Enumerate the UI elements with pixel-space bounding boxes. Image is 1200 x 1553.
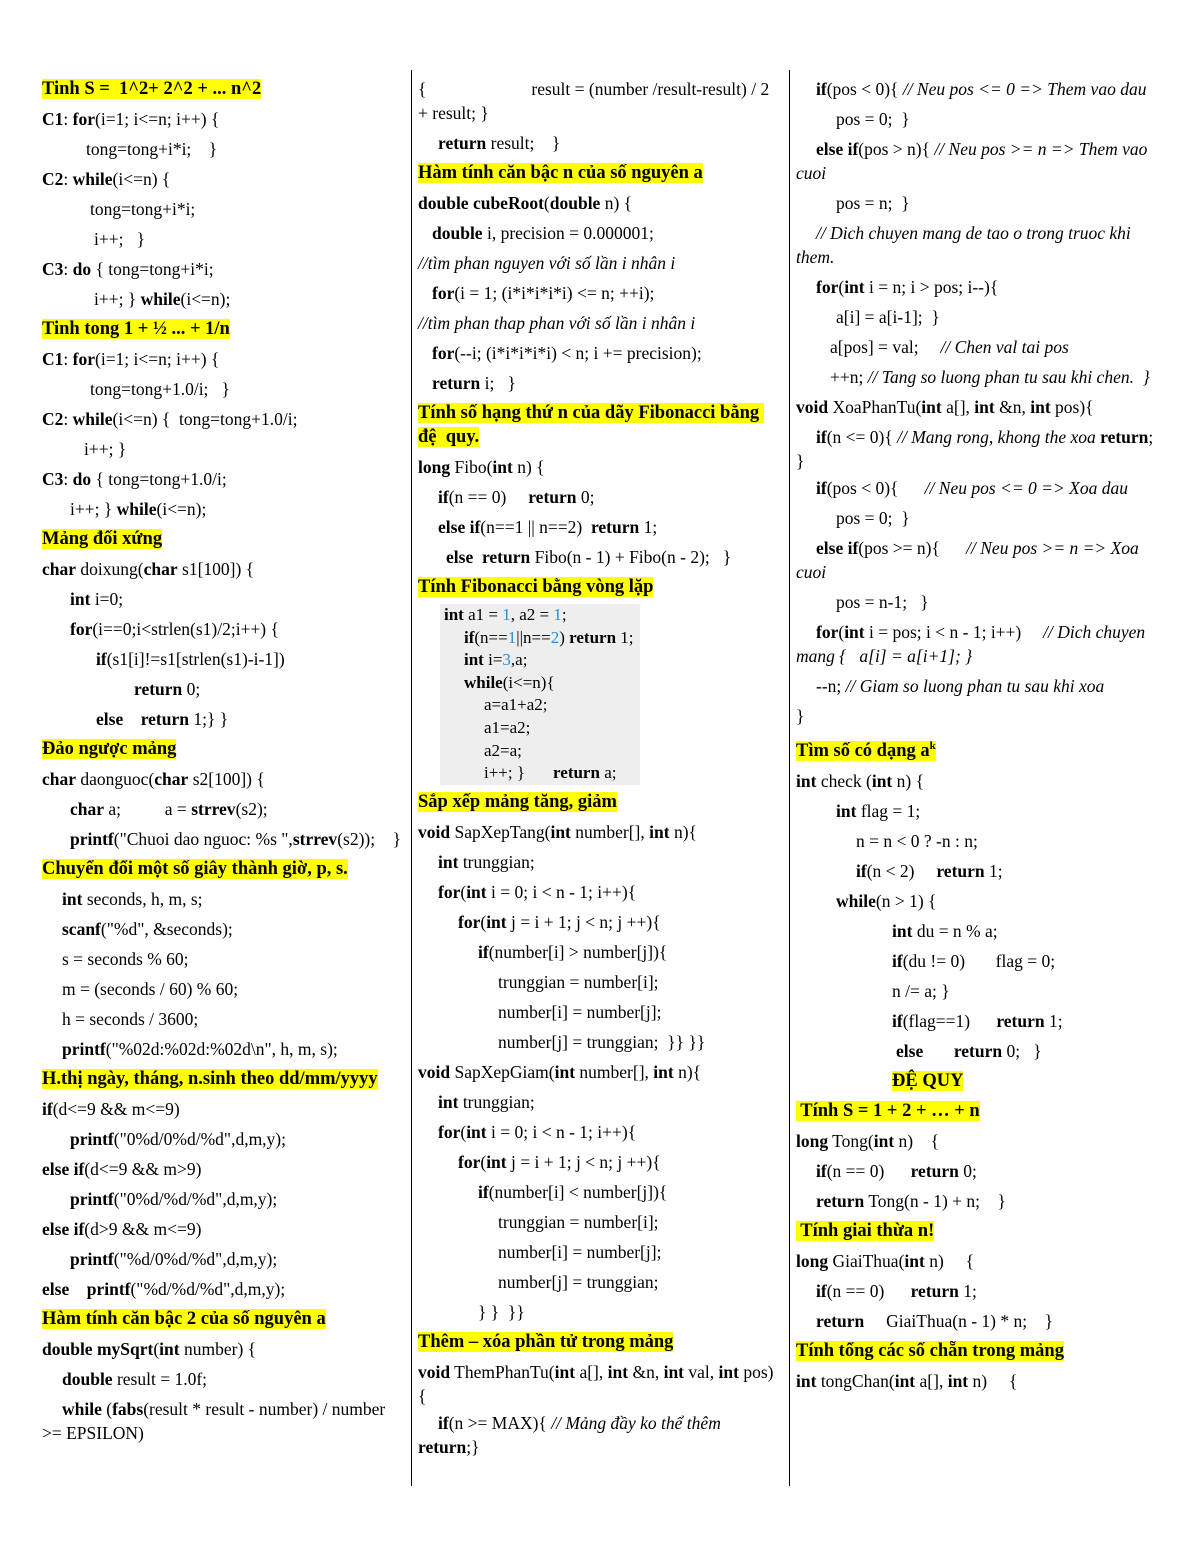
code-line: int flag = 1; bbox=[836, 801, 921, 822]
code-line: return Tong(n - 1) + n; } bbox=[816, 1191, 1006, 1212]
code-line: i++; } bbox=[94, 229, 145, 249]
code-line: a1=a2; bbox=[484, 717, 531, 737]
column-3 bbox=[796, 74, 1158, 1396]
code-line: if(n == 0) return 0; bbox=[816, 1161, 977, 1182]
code-line: if(flag==1) return 1; bbox=[892, 1011, 1063, 1032]
code-line: int i=0; bbox=[70, 589, 124, 609]
heading-text: Tìm số có dạng a bbox=[796, 741, 930, 762]
code-line bbox=[444, 762, 634, 785]
code-line: while(n > 1) { bbox=[836, 891, 937, 912]
heading-fibonacci-recursive: Tính số hạng thứ n của dãy Fibonacci bằng đệ quy. bbox=[418, 403, 764, 447]
code-line: if(n == 0) return 1; bbox=[816, 1281, 977, 1302]
column-divider-left bbox=[411, 70, 412, 1486]
code-line: n /= a; } bbox=[892, 981, 950, 1002]
code-line: for(int i = pos; i < n - 1; i++) // Dich chuyen mang { a[i] = a[i+1]; } bbox=[796, 622, 1150, 666]
code-line: double cubeRoot(double n) { bbox=[418, 193, 633, 213]
code-line: int du = n % a; bbox=[892, 921, 998, 942]
code-line: long Fibo(int n) { bbox=[418, 457, 545, 477]
heading-sort-array: Sắp xếp mảng tăng, giảm bbox=[418, 792, 617, 813]
code-line: return GiaiThua(n - 1) * n; } bbox=[816, 1311, 1053, 1332]
code-line: printf("0%d/0%d/%d",d,m,y); bbox=[70, 1129, 286, 1149]
code-line: C1: for(i=1; i<=n; i++) { bbox=[42, 109, 220, 129]
heading-date-format: H.thị ngày, tháng, n.sinh theo dd/mm/yyyy bbox=[42, 1069, 378, 1089]
code-line: int check (int n) { bbox=[796, 771, 924, 792]
code-line: for(int i = 0; i < n - 1; i++){ bbox=[438, 882, 637, 903]
code-line: double mySqrt(int number) { bbox=[42, 1339, 257, 1359]
code-line: a[pos] = val; // Chen val tai pos bbox=[830, 337, 1069, 357]
code-line: for(--i; (i*i*i*i*i) < n; i += precision); bbox=[432, 343, 702, 363]
code-line: } } }} bbox=[478, 1302, 525, 1323]
code-line: number[j] = trunggian; bbox=[498, 1272, 659, 1293]
code-line: double result = 1.0f; bbox=[62, 1369, 208, 1389]
code-line: { result = (number /result-result) / 2 + result; } bbox=[418, 79, 774, 123]
code-line: i++; } while(i<=n); bbox=[94, 289, 231, 309]
code-line: m = (seconds / 60) % 60; bbox=[62, 979, 239, 999]
code-line: void SapXepGiam(int number[], int n){ bbox=[418, 1062, 702, 1083]
code-line: if(n < 2) return 1; bbox=[856, 861, 1003, 882]
code-line: number[i] = number[j]; bbox=[498, 1002, 662, 1023]
code-line: a=a1+a2; bbox=[484, 695, 548, 715]
code-line: char doixung(char s1[100]) { bbox=[42, 559, 255, 579]
code-line: if(du != 0) flag = 0; bbox=[892, 951, 1056, 972]
code-line: a[i] = a[i-1]; } bbox=[836, 307, 940, 327]
code-line: char a; a = strrev(s2); bbox=[70, 799, 268, 819]
code-line: tong=tong+1.0/i; } bbox=[90, 379, 230, 399]
code-line: else if(d>9 && m<=9) bbox=[42, 1219, 202, 1239]
heading-reverse-array: Đảo ngược mảng bbox=[42, 739, 177, 759]
column-2 bbox=[418, 74, 774, 1462]
code-line: trunggian = number[i]; bbox=[498, 972, 659, 993]
code-line: if(pos < 0){ // Neu pos <= 0 => Xoa dau bbox=[816, 478, 1128, 498]
code-line: while(i<=n){ bbox=[464, 672, 555, 692]
code-line: C2: while(i<=n) { tong=tong+1.0/i; bbox=[42, 409, 298, 429]
code-line: pos = 0; } bbox=[836, 109, 910, 129]
code-line: else if(pos >= n){ // Neu pos >= n => Xoa cuoi bbox=[796, 538, 1144, 582]
code-line: if(d<=9 && m<=9) bbox=[42, 1099, 180, 1119]
code-line: tong=tong+i*i; } bbox=[86, 139, 218, 159]
code-line: long Tong(int n) { bbox=[796, 1131, 940, 1152]
code-fragment: i++; } bbox=[484, 763, 526, 783]
heading-power-form bbox=[796, 731, 1158, 766]
code-line: printf("%02d:%02d:%02d\n", h, m, s); bbox=[62, 1039, 338, 1059]
code-line: if(n == 0) return 0; bbox=[438, 487, 595, 507]
code-line: a2=a; bbox=[484, 740, 522, 760]
code-line: pos = n-1; } bbox=[836, 592, 929, 612]
code-line: int trunggian; bbox=[438, 1092, 535, 1113]
code-line: int tongChan(int a[], int n) { bbox=[796, 1371, 1018, 1392]
code-line: number[i] = number[j]; bbox=[498, 1242, 662, 1263]
code-line: } bbox=[796, 706, 805, 726]
code-line: pos = 0; } bbox=[836, 508, 910, 528]
code-line: else if(n==1 || n==2) return 1; bbox=[438, 517, 658, 537]
code-line: if(pos < 0){ // Neu pos <= 0 => Them vao dau bbox=[816, 79, 1147, 99]
code-line: tong=tong+i*i; bbox=[90, 199, 196, 219]
heading-insert-delete: Thêm – xóa phần tử trong mảng bbox=[418, 1332, 674, 1353]
code-line: number[j] = trunggian; }} }} bbox=[498, 1032, 706, 1053]
heading-sum-squares: Tinh S = 1^2+ 2^2 + ... n^2 bbox=[42, 79, 262, 99]
code-line: int a1 = 1, a2 = 1; bbox=[444, 605, 567, 624]
code-line: --n; // Giam so luong phan tu sau khi xoa bbox=[816, 676, 1105, 696]
code-line: if(n >= MAX){ // Mảng đầy ko thể thêm return;} bbox=[418, 1413, 721, 1458]
code-line: return i; } bbox=[432, 373, 516, 393]
code-line: C3: do { tong=tong+1.0/i; bbox=[42, 469, 227, 489]
column-divider-right bbox=[789, 70, 790, 1486]
code-line: else if(pos > n){ // Neu pos >= n => Them vao cuoi bbox=[796, 139, 1152, 183]
code-line: h = seconds / 3600; bbox=[62, 1009, 199, 1029]
code-line: if(n==1||n==2) return 1; bbox=[464, 627, 634, 647]
code-line: int trunggian; bbox=[438, 852, 535, 873]
code-line: s = seconds % 60; bbox=[62, 949, 189, 969]
code-line: else return 1;} } bbox=[96, 709, 229, 729]
code-line: if(n <= 0){ // Mang rong, khong the xoa return; } bbox=[796, 427, 1158, 471]
code-line: else return 0; } bbox=[896, 1041, 1042, 1062]
code-line: for(int i = 0; i < n - 1; i++){ bbox=[438, 1122, 637, 1143]
code-line: printf("Chuoi dao nguoc: %s ",strrev(s2)); } bbox=[70, 829, 401, 849]
heading-recursion: ĐỆ QUY bbox=[892, 1071, 964, 1092]
code-fragment: return a; bbox=[553, 763, 617, 783]
code-line: return result; } bbox=[438, 133, 561, 153]
code-line: ++n; // Tang so luong phan tu sau khi chen. } bbox=[830, 367, 1150, 387]
code-line: if(s1[i]!=s1[strlen(s1)-i-1]) bbox=[96, 649, 285, 669]
code-line: void XoaPhanTu(int a[], int &n, int pos){ bbox=[796, 397, 1094, 417]
code-line: else printf("%d/%d/%d",d,m,y); bbox=[42, 1279, 286, 1299]
code-comment: //tìm phan nguyen với số lần i nhân i bbox=[418, 253, 676, 273]
heading-square-root: Hàm tính căn bậc 2 của số nguyên a bbox=[42, 1309, 326, 1329]
code-line: pos = n; } bbox=[836, 193, 910, 213]
heading-superscript: k bbox=[929, 740, 936, 752]
code-comment: //tìm phan thap phan với số lần i nhân i bbox=[418, 313, 696, 333]
code-line: for(i==0;i<strlen(s1)/2;i++) { bbox=[70, 619, 279, 639]
code-line: int seconds, h, m, s; bbox=[62, 889, 203, 909]
heading-fibonacci-loop: Tính Fibonacci bằng vòng lặp bbox=[418, 577, 654, 597]
code-line: trunggian = number[i]; bbox=[498, 1212, 659, 1233]
code-line: double i, precision = 0.000001; bbox=[432, 223, 654, 243]
code-line: if(number[i] < number[j]){ bbox=[478, 1182, 668, 1203]
heading-even-sum: Tính tổng các số chẵn trong mảng bbox=[796, 1341, 1064, 1362]
code-line: printf("%d/0%d/%d",d,m,y); bbox=[70, 1249, 278, 1269]
code-line: if(number[i] > number[j]){ bbox=[478, 942, 668, 963]
code-line: scanf("%d", &seconds); bbox=[62, 919, 233, 939]
code-line: while (fabs(result * result - number) / number >= EPSILON) bbox=[42, 1399, 390, 1443]
code-line: return 0; bbox=[134, 679, 201, 699]
code-line: i++; } bbox=[84, 439, 127, 459]
code-line: void ThemPhanTu(int a[], int &n, int val, int pos){ bbox=[418, 1362, 774, 1407]
code-line: for(i = 1; (i*i*i*i*i) <= n; ++i); bbox=[432, 283, 655, 303]
heading-factorial: Tính giai thừa n! bbox=[796, 1221, 935, 1242]
code-line: for(int i = n; i > pos; i--){ bbox=[816, 277, 999, 297]
heading-sum-to-n: Tính S = 1 + 2 + … + n bbox=[796, 1101, 980, 1122]
code-line: C1: for(i=1; i<=n; i++) { bbox=[42, 349, 220, 369]
code-line: n = n < 0 ? -n : n; bbox=[856, 831, 978, 852]
code-line: int i=3,a; bbox=[464, 650, 528, 670]
code-line: i++; } while(i<=n); bbox=[70, 499, 207, 519]
code-line: else return Fibo(n - 1) + Fibo(n - 2); } bbox=[446, 547, 732, 567]
code-line: char daonguoc(char s2[100]) { bbox=[42, 769, 265, 789]
heading-nth-root: Hàm tính căn bậc n của số nguyên a bbox=[418, 163, 703, 183]
fibonacci-code-block bbox=[440, 604, 640, 785]
column-1 bbox=[42, 74, 404, 1448]
code-line: for(int j = i + 1; j < n; j ++){ bbox=[458, 1152, 661, 1173]
heading-sum-reciprocals: Tinh tong 1 + ½ ... + 1/n bbox=[42, 319, 230, 339]
heading-symmetric-array: Mảng đối xứng bbox=[42, 529, 163, 549]
code-line: long GiaiThua(int n) { bbox=[796, 1251, 975, 1272]
code-line: else if(d<=9 && m>9) bbox=[42, 1159, 202, 1179]
code-line: printf("0%d/%d/%d",d,m,y); bbox=[70, 1189, 278, 1209]
code-comment: // Dich chuyen mang de tao o trong truoc khi them. bbox=[796, 223, 1136, 267]
code-line: void SapXepTang(int number[], int n){ bbox=[418, 822, 697, 843]
heading-seconds-convert: Chuyển đổi một số giây thành giờ, p, s. bbox=[42, 859, 348, 879]
code-line: C3: do { tong=tong+i*i; bbox=[42, 259, 214, 279]
code-line: C2: while(i<=n) { bbox=[42, 169, 171, 189]
code-line: for(int j = i + 1; j < n; j ++){ bbox=[458, 912, 661, 933]
